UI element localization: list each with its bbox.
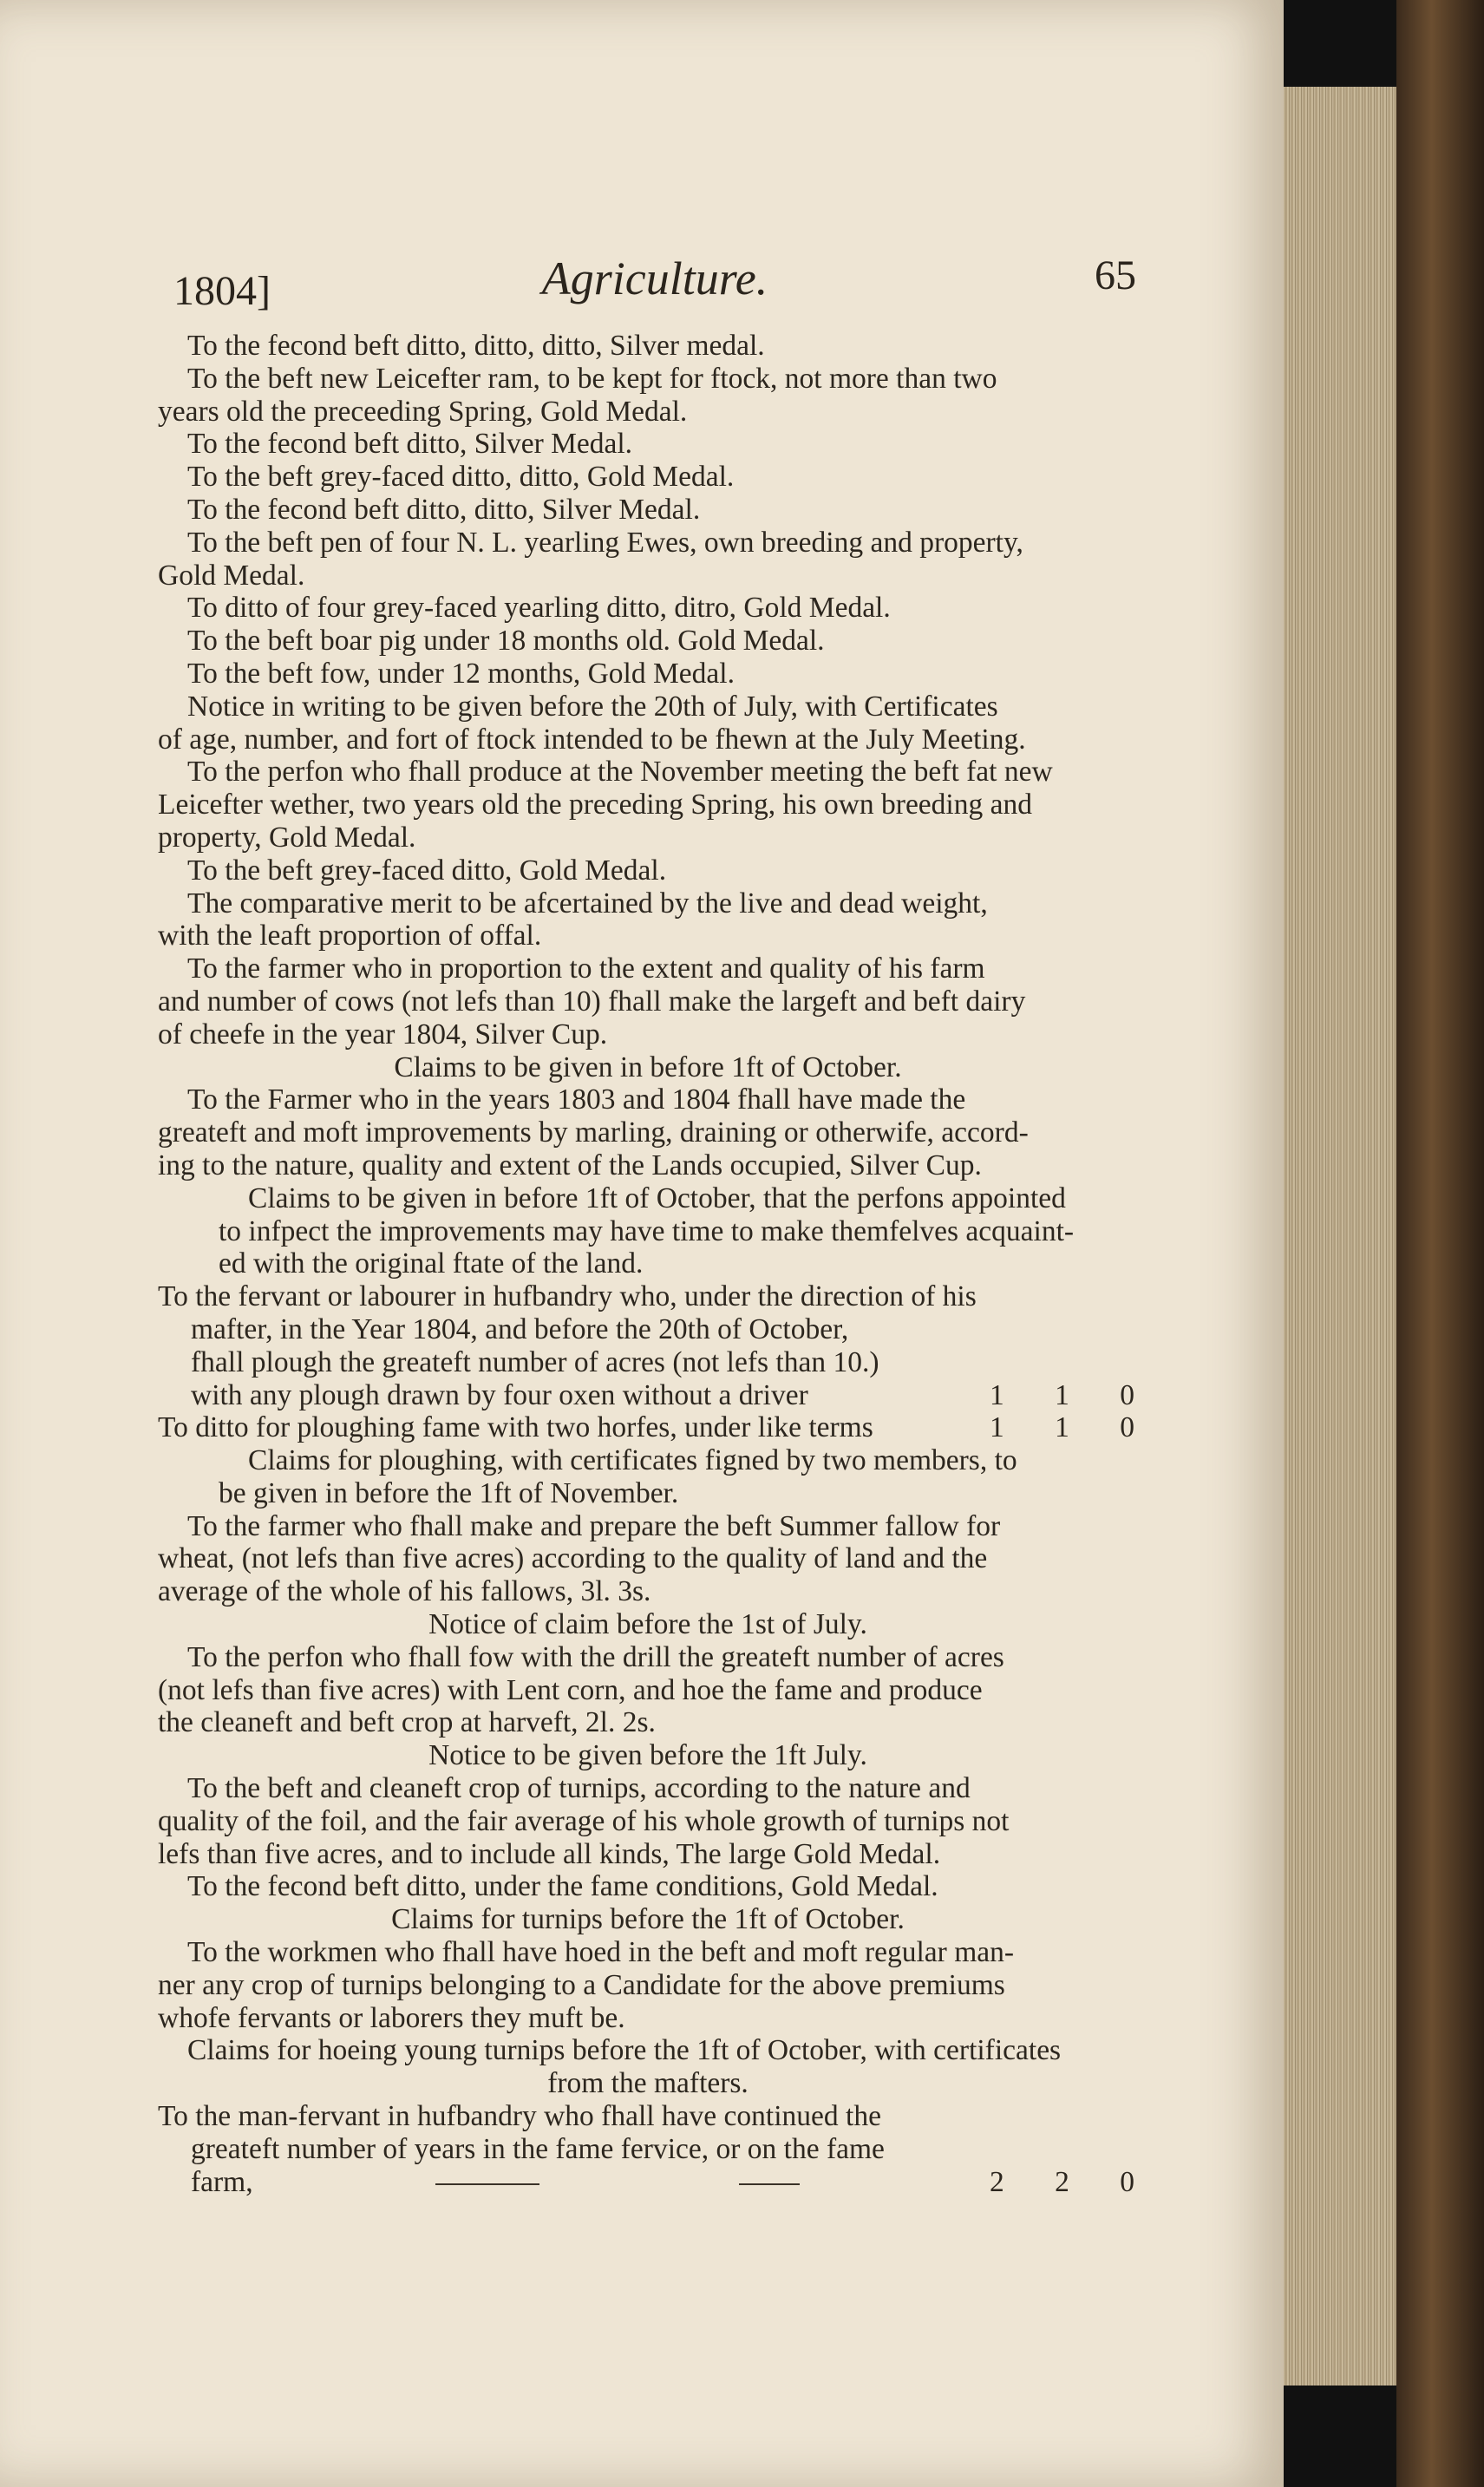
text-line: ner any crop of turnips belonging to a Candidate for the above premiums — [158, 1968, 1005, 2001]
text-line: To the workmen who fhall have hoed in the beft and moft regular man- — [187, 1936, 1015, 1969]
text-line: average of the whole of his fallows, 3l. 3s. — [158, 1575, 651, 1608]
text-line: To the fecond beft ditto, under the fame conditions, Gold Medal. — [187, 1870, 938, 1903]
rule-divider — [435, 2183, 539, 2185]
prize-amount: 2 2 0 — [990, 2165, 1134, 2198]
text-line: mafter, in the Year 1804, and before the 20th of October, — [191, 1312, 849, 1345]
prize-line-man-servant — [158, 2166, 1138, 2199]
text-line: To the beft grey-faced ditto, ditto, Gold Medal. — [187, 461, 735, 494]
prize-line-oxen — [158, 1379, 1138, 1412]
text-line: To the beft pen of four N. L. yearling Ewes, own breeding and property, — [187, 526, 1023, 559]
claim-notice: Notice of claim before the 1st of July. — [428, 1608, 867, 1641]
prize-amount: 1 1 0 — [990, 1411, 1134, 1444]
text-line: To ditto of four grey-faced yearling ditto, ditro, Gold Medal. — [187, 592, 891, 625]
header-title: Agriculture. — [541, 252, 768, 304]
text-line: To the Farmer who in the years 1803 and 1804 fhall have made the — [187, 1083, 966, 1116]
text-line: lefs than five acres, and to include all kinds, The large Gold Medal. — [158, 1837, 941, 1870]
page-body — [158, 330, 1138, 2198]
text-line: To ditto for ploughing fame with two horfes, under like terms — [158, 1411, 873, 1444]
text-line: To the perfon who fhall produce at the November meeting the beft fat new — [187, 756, 1053, 789]
page-edges — [1284, 87, 1396, 2386]
text-line: with any plough drawn by four oxen without a driver — [191, 1378, 808, 1411]
text-line: years old the preceeding Spring, Gold Medal. — [158, 395, 688, 428]
text-line: The comparative merit to be afcertained by the live and dead weight, — [187, 887, 988, 920]
text-line: with the leaft proportion of offal. — [158, 920, 542, 952]
text-line — [191, 2166, 800, 2199]
text-line: To the fecond beft ditto, ditto, Silver Medal. — [187, 493, 701, 526]
claim-notice: Claims to be given in before 1ft of October. — [394, 1050, 902, 1083]
text-line: To the beft grey-faced ditto, Gold Medal. — [187, 854, 667, 887]
text-line: greateft number of years in the fame fervice, or on the fame — [191, 2132, 885, 2165]
text-line: of cheefe in the year 1804, Silver Cup. — [158, 1018, 608, 1050]
text-line: To the man-fervant in hufbandry who fhall have continued the — [158, 2100, 881, 2133]
claim-notice: Notice to be given before the 1ft July. — [428, 1739, 867, 1772]
text-line: To the fervant or labourer in hufbandry who, under the direction of his — [158, 1280, 977, 1313]
running-header — [173, 252, 1136, 321]
claim-notice: Claims for hoeing young turnips before the 1ft of October, with certificates — [187, 2034, 1062, 2067]
book-spine — [1396, 0, 1484, 2487]
prize-amount: 1 1 0 — [990, 1378, 1134, 1411]
text-line: to infpect the improvements may have time to make themfelves acquaint- — [219, 1214, 1075, 1247]
rule-divider — [739, 2183, 800, 2185]
claim-notice: Claims for turnips before the 1ft of October. — [391, 1903, 905, 1936]
text-line: To the fecond beft ditto, Silver Medal. — [187, 428, 633, 461]
text-line: To the beft boar pig under 18 months old. Gold Medal. — [187, 625, 825, 658]
text-line: be given in before the 1ft of November. — [219, 1476, 679, 1509]
claim-notice: Claims to be given in before 1ft of October, that the perfons appointed — [248, 1181, 1066, 1214]
text-line: fhall plough the greateft number of acres (not lefs than 10.) — [191, 1345, 879, 1378]
text-line: To the farmer who fhall make and prepare the beft Summer fallow for — [187, 1509, 1001, 1542]
text-line: quality of the foil, and the fair average of his whole growth of turnips not — [158, 1804, 1010, 1837]
text-line: from the mafters. — [547, 2067, 749, 2100]
header-year: 1804] — [173, 268, 271, 314]
text-line: ed with the original ftate of the land. — [219, 1247, 644, 1280]
page-number: 65 — [1095, 252, 1136, 298]
text-line: (not lefs than five acres) with Lent corn, and hoe the fame and produce — [158, 1673, 983, 1706]
text-line: Notice in writing to be given before the 20th of July, with Certificates — [187, 690, 998, 723]
text-line: To the beft fow, under 12 months, Gold Medal. — [187, 657, 735, 690]
text-line: and number of cows (not lefs than 10) fhall make the largeft and beft dairy — [158, 985, 1026, 1018]
text-line: the cleaneft and beft crop at harveft, 2l. 2s. — [158, 1706, 656, 1739]
text-line: To the perfon who fhall fow with the drill the greateft number of acres — [187, 1640, 1004, 1673]
text-line: wheat, (not lefs than five acres) according to the quality of land and the — [158, 1542, 988, 1575]
text-line: To the farmer who in proportion to the extent and quality of his farm — [187, 952, 985, 985]
text-line: ing to the nature, quality and extent of the Lands occupied, Silver Cup. — [158, 1149, 982, 1181]
prize-line-horses — [158, 1411, 1138, 1444]
text-line: whofe fervants or laborers they muft be. — [158, 2001, 625, 2034]
text-line: of age, number, and fort of ftock intended to be fhewn at the July Meeting. — [158, 723, 1026, 756]
text-line: farm, — [191, 2165, 253, 2198]
text-line: greateft and moft improvements by marling, draining or otherwife, accord- — [158, 1116, 1029, 1149]
text-line: Gold Medal. — [158, 559, 305, 592]
text-line: Leicefter wether, two years old the preceding Spring, his own breeding and — [158, 789, 1032, 821]
text-line: To the fecond beft ditto, ditto, ditto, Silver medal. — [187, 330, 765, 362]
text-line: property, Gold Medal. — [158, 821, 416, 854]
text-line: To the beft and cleaneft crop of turnips, according to the nature and — [187, 1772, 971, 1805]
claim-notice: Claims for ploughing, with certificates figned by two members, to — [248, 1444, 1017, 1477]
text-line: To the beft new Leicefter ram, to be kept for ftock, not more than two — [187, 362, 997, 395]
